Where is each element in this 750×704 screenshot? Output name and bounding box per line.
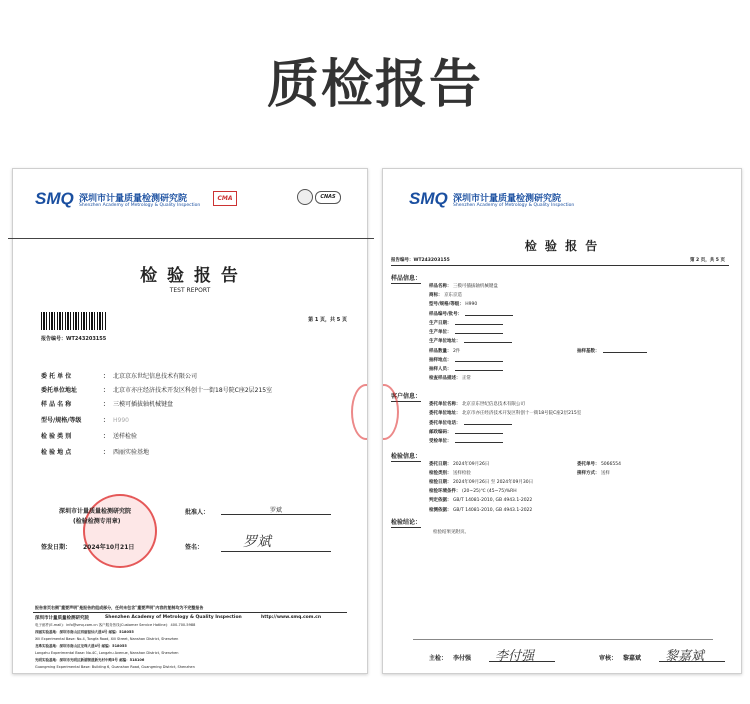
client-item: 委托单位名称： 北京京东世纪信息技术有限公司 xyxy=(429,402,525,407)
report-title-en: TEST REPORT xyxy=(169,287,211,294)
sample-item: 抽样地点： xyxy=(429,357,503,363)
sample-item: 样品数量： 2件 xyxy=(429,349,461,354)
checker-name: 李付强 xyxy=(453,655,472,662)
footer-note: 报告首页右侧"重要声明"是报告的组成部分，任何未包含"重要声明"内容的复制均为不完整报告 xyxy=(35,605,204,610)
sample-item: 生产日期： xyxy=(429,320,503,326)
test-item: 检验类别： 送样检验 xyxy=(429,471,471,476)
order-number: 委托单号： 5066554 xyxy=(577,462,621,467)
footer-line: 龙珠实验基地：深圳市南山区龙珠大道4号 邮编：518055 xyxy=(35,644,127,648)
client-item: 受检单位： xyxy=(429,438,503,444)
client-item: 邮政编码： xyxy=(429,429,503,435)
sample-item: 样品名称： 三模可插拔轴机械键盘 xyxy=(429,284,498,289)
client-item: 委托单位电话： xyxy=(429,420,512,426)
sign-label: 签名： xyxy=(185,544,204,551)
footer-line: Longzhu Experimental Base: No.4C, Longzhu Avenue, Nanshan District, Shenzhen xyxy=(35,651,179,655)
sample-item: 型号/规格/等级： H990 xyxy=(429,302,478,307)
reviewer-label: 审核： xyxy=(599,655,618,662)
field-model: 型号/规格/等级 ： H990 xyxy=(41,417,129,424)
reviewer-name: 黎嘉斌 xyxy=(623,655,642,662)
cnas-mark: CNAS xyxy=(315,191,341,204)
report-info-page xyxy=(382,168,742,674)
sampling-base: 抽样基数： xyxy=(577,348,647,354)
test-item: 检测依据： GB/T 14081-2010, GB 4943.1-2022 xyxy=(429,508,533,513)
section-sample: 样品信息： xyxy=(391,275,422,282)
report-title: 检 验 报 告 xyxy=(524,239,600,253)
checker-signature: 李付强 xyxy=(495,649,535,664)
test-item: 委托日期： 2024年09月26日 xyxy=(429,462,490,467)
field-test-type: 检 验 类 别 ： 送样检验 xyxy=(41,433,138,440)
sample-item: 生产单位地址： xyxy=(429,338,512,344)
client-item: 委托单位地址： 北京市亦庄经济技术开发区科创十一街18号院C座2层215室 xyxy=(429,411,582,416)
footer-divider xyxy=(33,612,347,613)
footer-web: http://www.smq.com.cn xyxy=(261,615,322,620)
report-title: 检 验 报 告 xyxy=(140,266,240,286)
reviewer-sign-line xyxy=(659,661,725,662)
footer-line: 电子邮件(E-mail)：info@smq.com.cn 客户服务热线(Customer Service Hotline)：400-700-5988 xyxy=(35,623,196,627)
issue-date: 2024年10月21日 xyxy=(83,544,135,551)
section-test: 检验信息： xyxy=(391,453,422,460)
checker-label: 主检： xyxy=(429,655,448,662)
test-item: 检验环境条件： (20~25)℃ (45~75)%RH xyxy=(429,489,517,494)
page-number: 第 2 页，共 5 页 xyxy=(689,258,725,263)
sample-item: 样品编号/批号： xyxy=(429,311,513,317)
signature-divider xyxy=(413,639,713,640)
ilac-mark xyxy=(297,189,313,205)
footer-line: Guangming Experimental Base: Building 6, Guanshan Road, Guangming District, Shenzhen xyxy=(35,665,195,669)
sample-item: 检查样品描述： 正常 xyxy=(429,376,471,381)
field-client: 委 托 单 位 ： 北京京东世纪信息技术有限公司 xyxy=(41,373,198,380)
field-test-location: 检 验 地 点 ： 西丽实验基地 xyxy=(41,449,150,456)
report-cover-page xyxy=(12,168,368,674)
scan-line xyxy=(8,238,374,239)
header-divider xyxy=(391,265,729,266)
footer-line: Xili Experimental Base: No.4, Tongfa Road, Xili Street, Nanshan District, Shenzhen xyxy=(35,637,179,641)
page-title: 质检报告 xyxy=(266,55,483,115)
section-conclusion: 检验结论： xyxy=(391,519,422,526)
checker-sign-line xyxy=(489,661,555,662)
org-name-en: Shenzhen Academy of Metrology & Quality Inspection xyxy=(453,203,575,208)
test-item: 判定依据： GB/T 14081-2010, GB 4943.1-2022 xyxy=(429,498,533,503)
sign-line xyxy=(221,551,331,552)
approver-label: 批准人： xyxy=(185,509,210,516)
field-sample-name: 样 品 名 称 ： 三模可插拔轴机械键盘 xyxy=(41,401,174,408)
seam-stamp xyxy=(351,384,368,440)
org-name-en: Shenzhen Academy of Metrology & Quality Inspection xyxy=(79,203,201,208)
org-name-cn: 深圳市计量质量检测研究院 xyxy=(453,194,562,204)
report-number: 报告编号：WT243203155 xyxy=(391,258,450,263)
footer-org-cn: 深圳市计量质量检测研究院 xyxy=(35,616,89,621)
sample-item: 商标： 京东京造 xyxy=(429,293,462,298)
approver-name: 罗斌 xyxy=(221,505,331,515)
report-number: 报告编号：WT243203155 xyxy=(41,336,107,342)
conclusion-text: 检验结果见附页。 xyxy=(433,530,469,535)
receive-method: 接样方式： 送样 xyxy=(577,471,610,476)
barcode xyxy=(41,312,107,330)
sample-item: 抽样人员： xyxy=(429,366,503,372)
reviewer-signature: 黎嘉斌 xyxy=(665,649,705,664)
footer-line: 西丽实验基地：深圳市南山区西丽留仙大道4号 邮编：518055 xyxy=(35,630,134,634)
stamp-sub: (检验检测专用章) xyxy=(73,518,121,525)
page-number: 第 1 页，共 5 页 xyxy=(308,317,347,323)
cma-mark: CMA xyxy=(213,191,237,206)
test-item: 检验日期： 2024年09月26日 至 2024年09月30日 xyxy=(429,480,534,485)
field-client-address: 委托单位地址 ： 北京市亦庄经济技术开发区科创十一街18号院C座2层215室 xyxy=(41,387,273,394)
footer-org-en: Shenzhen Academy of Metrology & Quality Inspection xyxy=(105,615,242,620)
signature: 罗斌 xyxy=(243,534,271,550)
section-client: 客户信息： xyxy=(391,393,422,400)
footer-line: 光明实验基地：深圳市光明区新湖街道新光村中路5号 邮编：518106 xyxy=(35,658,145,662)
issue-date-label: 签发日期： xyxy=(41,544,72,551)
smq-logo: SMQ xyxy=(35,189,74,208)
smq-logo: SMQ xyxy=(409,189,448,208)
sample-item: 生产单位： xyxy=(429,329,503,335)
org-name-cn: 深圳市计量质量检测研究院 xyxy=(79,194,188,204)
stamp-org: 深圳市计量质量检测研究院 xyxy=(59,508,132,515)
